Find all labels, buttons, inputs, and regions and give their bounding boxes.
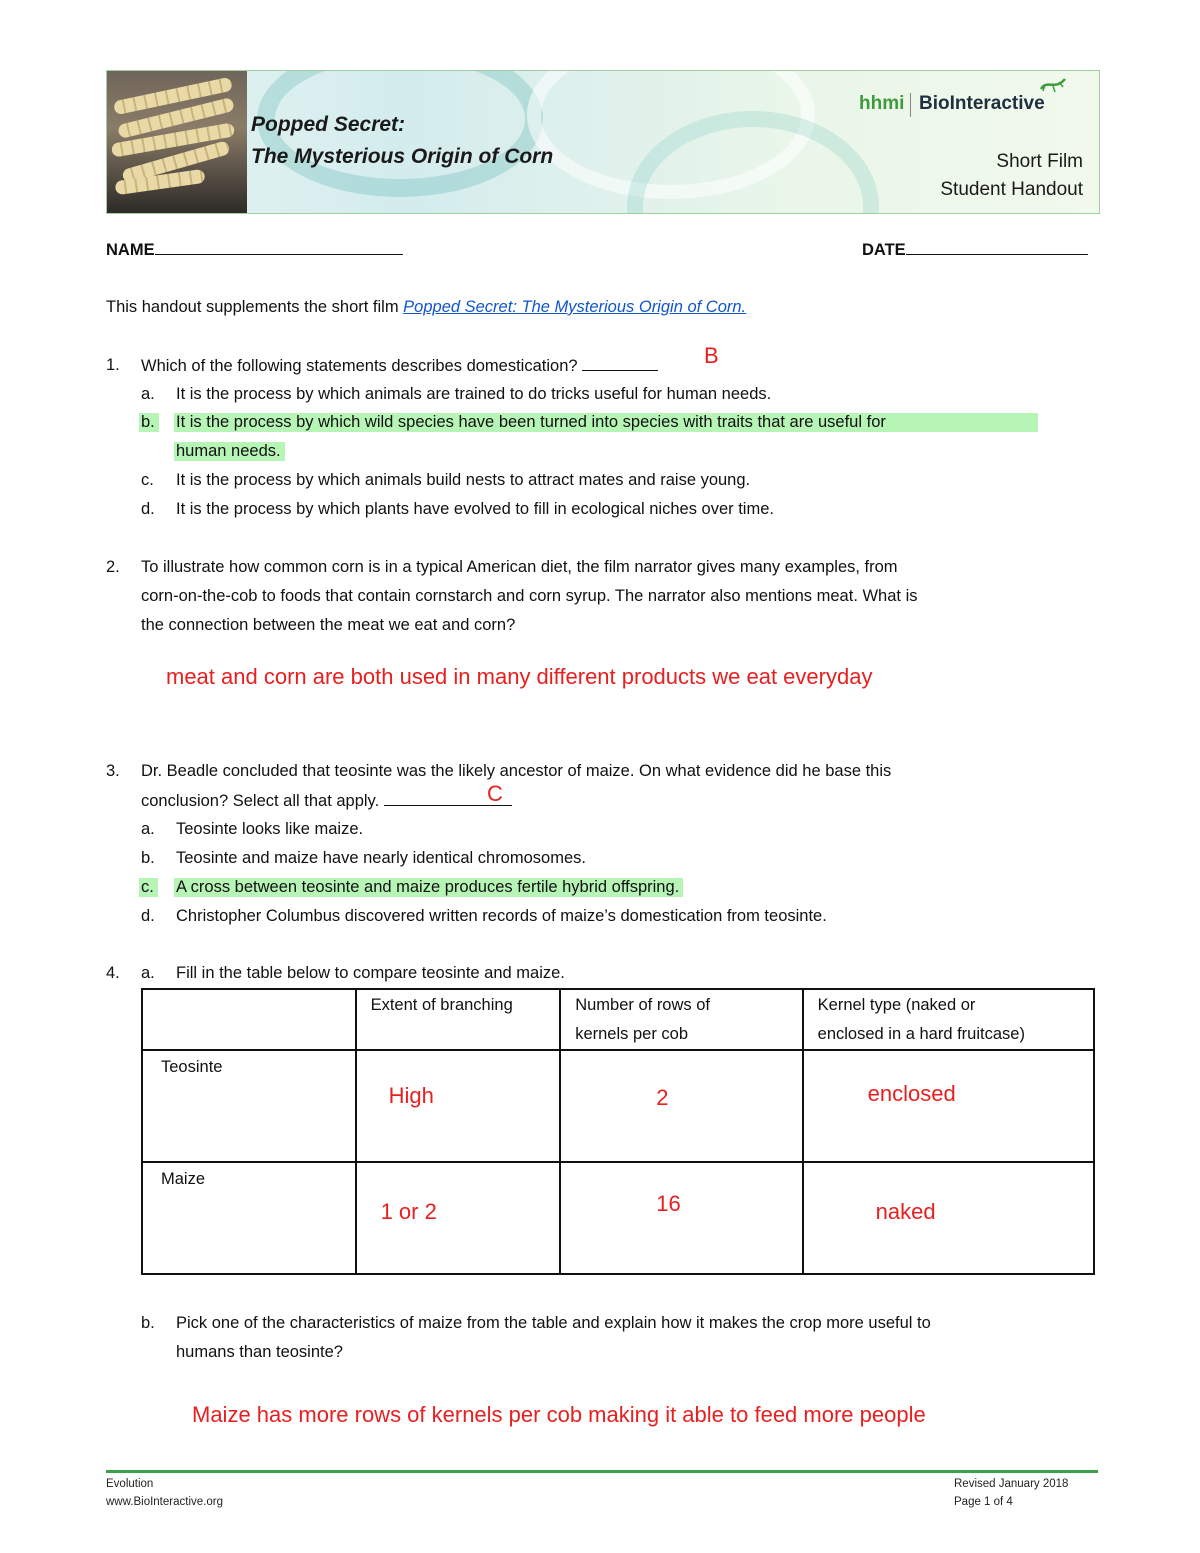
hhmi-logo: hhmi bbox=[859, 93, 905, 114]
q3-text: Dr. Beadle concluded that teosinte was the likely ancestor of maize. On what evidence did he base this bbox=[141, 762, 892, 780]
q3-option-letter: d. bbox=[141, 907, 155, 925]
cell-answer: 16 bbox=[656, 1191, 681, 1216]
header-line: enclosed in a hard fruitcase) bbox=[817, 1025, 1025, 1043]
date-label: DATE bbox=[862, 241, 906, 259]
table-cell[interactable] bbox=[803, 1162, 1094, 1274]
biointeractive-logo: BioInteractive bbox=[919, 93, 1045, 114]
table-header-cell bbox=[803, 989, 1094, 1050]
table-header-row bbox=[142, 989, 1094, 1050]
q4b-letter: b. bbox=[141, 1314, 155, 1332]
q1-prompt: Which of the following statements describes domestication? bbox=[141, 357, 578, 375]
cell-answer: 2 bbox=[656, 1085, 669, 1110]
date-field bbox=[862, 240, 1088, 260]
cell-answer: enclosed bbox=[867, 1081, 956, 1106]
q1-option-text-highlighted: It is the process by which wild species have been turned into species with traits that are useful for bbox=[174, 413, 1038, 432]
q3-prompt: conclusion? Select all that apply. bbox=[141, 792, 380, 810]
intro-paragraph bbox=[106, 298, 746, 317]
q3-option-text-highlighted: A cross between teosinte and maize produces fertile hybrid offspring. bbox=[174, 878, 683, 897]
doc-subtype: Student Handout bbox=[940, 179, 1083, 200]
q4-number: 4. bbox=[106, 964, 120, 982]
footer-website[interactable]: www.BioInteractive.org bbox=[106, 1496, 223, 1508]
q2-number: 2. bbox=[106, 558, 120, 576]
footer-revised: Revised January 2018 bbox=[954, 1478, 1069, 1490]
cell-answer: 1 or 2 bbox=[380, 1199, 437, 1224]
q3-option-text: Teosinte and maize have nearly identical chromosomes. bbox=[176, 849, 586, 867]
q3-text bbox=[141, 791, 512, 811]
q1-option-text: It is the process by which animals are trained to do tricks useful for human needs. bbox=[176, 385, 772, 403]
q4b-text: Pick one of the characteristics of maize from the table and explain how it makes the crop more useful to bbox=[176, 1314, 931, 1332]
q4a-text: Fill in the table below to compare teosinte and maize. bbox=[176, 964, 565, 982]
header-banner bbox=[106, 70, 1100, 214]
q1-option-letter: c. bbox=[141, 471, 154, 489]
table-header-cell bbox=[356, 989, 561, 1050]
q2-text: corn-on-the-cob to foods that contain cornstarch and corn syrup. The narrator also mentions meat. What is bbox=[141, 587, 918, 605]
table-cell[interactable] bbox=[560, 1162, 802, 1274]
doc-type: Short Film bbox=[996, 151, 1083, 172]
footer-page-number: Page 1 of 4 bbox=[954, 1496, 1013, 1508]
q1-option-letter: d. bbox=[141, 500, 155, 518]
logo-divider bbox=[910, 93, 911, 117]
q1-answer-blank[interactable] bbox=[582, 356, 658, 371]
q1-option-text: It is the process by which plants have evolved to fill in ecological niches over time. bbox=[176, 500, 774, 518]
row-label bbox=[142, 1162, 356, 1274]
q4b-text: humans than teosinte? bbox=[176, 1343, 343, 1361]
film-title-line1: Popped Secret: bbox=[251, 113, 406, 136]
name-label: NAME bbox=[106, 241, 155, 259]
table-header-cell-empty bbox=[142, 989, 356, 1050]
table-header-cell bbox=[560, 989, 802, 1050]
q3-option-text: Teosinte looks like maize. bbox=[176, 820, 364, 838]
footer-rule bbox=[106, 1470, 1098, 1473]
q3-option-letter-highlighted: c. bbox=[139, 878, 158, 897]
header-line: Extent of branching bbox=[370, 996, 513, 1014]
row-label-text: Maize bbox=[161, 1170, 206, 1188]
q3-option-letter: a. bbox=[141, 820, 155, 838]
table-cell[interactable] bbox=[560, 1050, 802, 1162]
q3-option-letter: b. bbox=[141, 849, 155, 867]
lizard-logo-icon bbox=[1039, 75, 1067, 93]
q1-text bbox=[141, 356, 658, 376]
header-line: Number of rows of bbox=[575, 996, 710, 1014]
q4a-letter: a. bbox=[141, 964, 155, 982]
row-label-text: Teosinte bbox=[161, 1058, 223, 1076]
q1-option-text-highlighted-cont: human needs. bbox=[174, 442, 285, 461]
date-blank[interactable] bbox=[906, 240, 1088, 255]
table-cell[interactable] bbox=[803, 1050, 1094, 1162]
header-line: Kernel type (naked or bbox=[817, 996, 976, 1014]
name-field bbox=[106, 240, 403, 260]
q4b-answer: Maize has more rows of kernels per cob making it able to feed more people bbox=[192, 1402, 926, 1427]
q3-answer: C bbox=[487, 781, 503, 806]
q2-text: To illustrate how common corn is in a typical American diet, the film narrator gives many examples, from bbox=[141, 558, 898, 576]
corn-photo bbox=[107, 71, 247, 213]
q2-answer: meat and corn are both used in many different products we eat everyday bbox=[166, 664, 873, 689]
q1-number: 1. bbox=[106, 356, 120, 374]
table-cell[interactable] bbox=[356, 1162, 561, 1274]
q1-option-letter: a. bbox=[141, 385, 155, 403]
table-row bbox=[142, 1162, 1094, 1274]
film-link[interactable]: Popped Secret: The Mysterious Origin of Corn. bbox=[403, 298, 747, 316]
row-label bbox=[142, 1050, 356, 1162]
footer-unit: Evolution bbox=[106, 1478, 154, 1490]
q2-text: the connection between the meat we eat and corn? bbox=[141, 616, 516, 634]
table-cell[interactable] bbox=[356, 1050, 561, 1162]
cell-answer: High bbox=[388, 1083, 434, 1108]
q3-option-text: Christopher Columbus discovered written records of maize’s domestication from teosinte. bbox=[176, 907, 827, 925]
table-row bbox=[142, 1050, 1094, 1162]
q1-option-letter-highlighted: b. bbox=[139, 413, 159, 432]
intro-text: This handout supplements the short film bbox=[106, 298, 404, 316]
comparison-table bbox=[141, 988, 1095, 1275]
q3-number: 3. bbox=[106, 762, 120, 780]
q1-answer: B bbox=[704, 343, 719, 368]
film-title-line2: The Mysterious Origin of Corn bbox=[251, 145, 554, 168]
header-line: kernels per cob bbox=[575, 1025, 689, 1043]
name-blank[interactable] bbox=[155, 240, 403, 255]
q1-option-text: It is the process by which animals build nests to attract mates and raise young. bbox=[176, 471, 751, 489]
cell-answer: naked bbox=[875, 1199, 936, 1224]
